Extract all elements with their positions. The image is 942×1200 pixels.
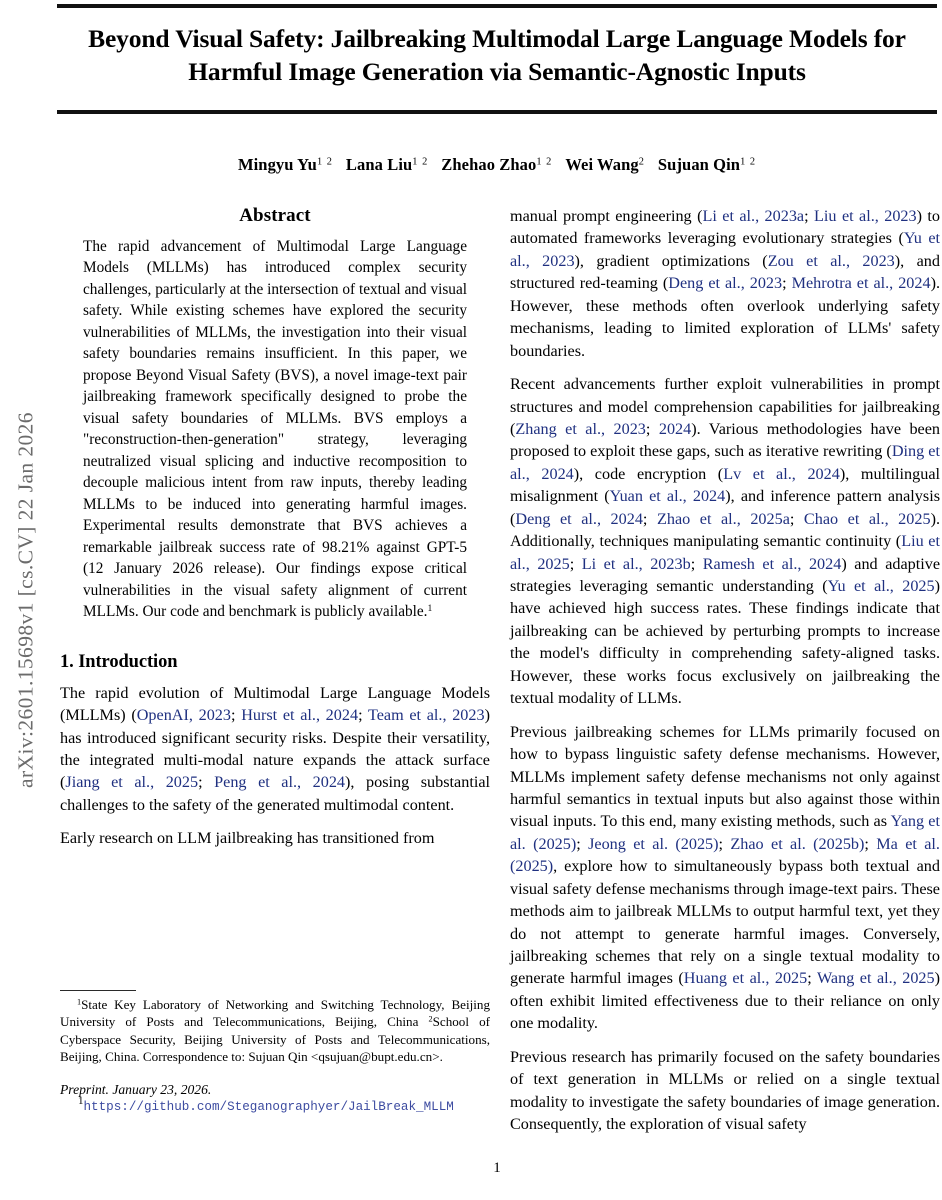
text-run: ), and inference pattern analysis (	[510, 487, 940, 528]
text-run: ). However, these methods often overlook underlying safety mechanisms, leading to limited exploration of LLMs' safety boundaries.	[510, 274, 941, 360]
text-run: ;	[789, 509, 804, 528]
text-run: ;	[358, 706, 368, 725]
title-separator-rule	[57, 110, 937, 114]
citation-link[interactable]: Zhang et al., 2023	[515, 419, 646, 438]
citation-link[interactable]: Liu et al., 2023	[814, 207, 917, 225]
abstract-text	[83, 236, 467, 623]
citation-link[interactable]: Liu et al., 2025	[510, 532, 940, 573]
author-entry	[441, 155, 552, 174]
text-run: ) and adaptive strategies leveraging semantic understanding (	[510, 554, 941, 595]
text-run: ), code encryption (	[573, 464, 724, 483]
author-affiliation-marks: 1 2	[536, 156, 553, 168]
author-affiliation-marks: 2	[638, 156, 645, 168]
title-block	[74, 22, 920, 88]
citation-link[interactable]: Li et al., 2023a	[702, 207, 805, 225]
text-run: ) has introduced significant security risks. Despite their versatility, the integrated multi-modal nature expands the attack surface (	[60, 706, 490, 792]
text-run: ). Various methodologies have been proposed to exploit these gaps, such as iterative rewriting (	[510, 419, 941, 461]
text-run: manual prompt engineering (	[510, 207, 703, 225]
footnote-marker-2: 2	[428, 1015, 433, 1025]
text-run: ) to automated frameworks leveraging evolutionary strategies (	[510, 207, 941, 248]
text-run: ;	[231, 706, 242, 725]
text-run: ;	[690, 554, 703, 573]
author-name: Wei Wang	[565, 155, 639, 174]
citation-link[interactable]: Ramesh et al., 2024	[702, 554, 842, 573]
top-rule	[57, 4, 937, 8]
intro-paragraph-2: Early research on LLM jailbreaking has transitioned from	[60, 829, 435, 848]
text-run: School of Cyberspace Security, Beijing University of Posts and Telecommunications, Beijing, China. Correspondence to: Sujuan Qin <qsujuan@bupt.edu.cn>.	[60, 1014, 490, 1065]
right-paragraph-1	[510, 205, 940, 362]
abstract-footnote-marker: 1	[427, 603, 433, 615]
citation-link[interactable]: Jeong et al. (2025)	[588, 834, 719, 853]
citation-link[interactable]: Zou et al., 2023	[767, 251, 895, 270]
author-affiliation-marks: 1 2	[740, 156, 757, 168]
footnote-separator-rule	[60, 990, 136, 991]
preprint-notice: Preprint. January 23, 2026.	[60, 1081, 212, 1097]
intro-paragraph-1	[60, 682, 490, 817]
footnote-affiliations	[60, 996, 490, 1066]
author-name: Sujuan Qin	[657, 155, 741, 174]
right-paragraph-2	[510, 373, 940, 710]
abstract-heading: Abstract	[239, 205, 311, 226]
citation-link[interactable]: Wang et al., 2025	[816, 969, 935, 988]
author-entry	[565, 155, 645, 174]
text-run: ;	[569, 554, 582, 573]
author-entry	[658, 155, 756, 174]
citation-link[interactable]: Yu et al., 2025	[827, 577, 935, 595]
text-run: ), multilingual misalignment (	[510, 464, 941, 506]
text-run: ), and structured red-teaming (	[510, 251, 940, 293]
citation-link[interactable]: Peng et al., 2024	[214, 773, 346, 792]
citation-link[interactable]: Deng et al., 2024	[515, 509, 643, 528]
right-paragraph-3	[510, 721, 940, 1035]
arxiv-stamp	[0, 0, 52, 1200]
text-run: ). Additionally, techniques manipulating semantic continuity (	[510, 509, 940, 551]
text-run: , explore how to simultaneously bypass both textual and visual safety defense mechanisms through image-text pairs. These methods aim to jailbreak MLLMs to output harmful text, yet they do not attempt to generate harmful images. Conversely, jailbreaking schemes that rely on a single textual modality to generate harmful images (	[510, 857, 940, 988]
author-name: Lana Liu	[345, 155, 413, 174]
citation-link[interactable]: Yuan et al., 2024	[609, 487, 726, 506]
author-affiliation-marks: 1 2	[316, 156, 333, 168]
text-run: ), gradient optimizations (	[574, 251, 768, 270]
text-run: ;	[864, 834, 877, 853]
citation-link[interactable]: Zhao et al. (2025b)	[730, 834, 865, 853]
text-run: ;	[642, 509, 657, 528]
text-run: State Key Laboratory of Networking and Switching Technology, Beijing University of Posts and Telecommunications, Beijing, China	[60, 997, 490, 1030]
section-heading-introduction: 1. Introduction	[60, 651, 178, 672]
text-run: https://github.com/Steganographyer/JailBreak_MLLM	[83, 1099, 454, 1114]
text-run: ) have achieved high success rates. These findings indicate that jailbreaking can be achieved by perturbing prompts to increase the model's difficulty in comprehending safety-aligned tasks. However, these works focus exclusively on jailbreaking the textual modality of LLMs.	[510, 577, 940, 708]
author-affiliation-marks: 1 2	[412, 156, 429, 168]
text-run: ;	[576, 834, 589, 853]
text-run: ;	[782, 274, 792, 293]
text-run: ;	[198, 773, 215, 792]
citation-link[interactable]: Yu et al., 2023	[510, 229, 941, 270]
author-name: Zhehao Zhao	[441, 155, 537, 174]
text-run: Recent advancements further exploit vulnerabilities in prompt structures and model comprehension capabilities for jailbreaking (	[510, 375, 940, 438]
text-run: ;	[804, 207, 815, 225]
footnote-marker-1: 1	[77, 997, 82, 1007]
citation-link[interactable]: OpenAI, 2023	[136, 706, 231, 725]
citation-link[interactable]: Lv et al., 2024	[723, 464, 840, 483]
page-number: 1	[493, 1160, 501, 1176]
text-run: ;	[645, 419, 659, 438]
footnote-block	[60, 990, 490, 1115]
right-column	[510, 205, 940, 1136]
citation-link[interactable]: Chao et al., 2025	[803, 509, 931, 528]
text-run: ;	[718, 834, 731, 853]
repository-url-link[interactable]	[60, 1094, 490, 1115]
text-run: ), posing substantial challenges to the safety of the generated multimodal content.	[60, 773, 490, 814]
citation-link[interactable]: Deng et al., 2023	[668, 274, 783, 293]
citation-link[interactable]: Team et al., 2023	[367, 706, 485, 725]
citation-link[interactable]: Yang et al. (2025)	[510, 812, 940, 853]
citation-link[interactable]: Li et al., 2023b	[581, 554, 691, 573]
text-run: ) often exhibit limited effectiveness due to their reliance on only one modality.	[510, 969, 940, 1033]
citation-link[interactable]: 2024	[658, 419, 692, 438]
citation-link[interactable]: Ding et al., 2024	[510, 442, 940, 483]
text-run: ;	[807, 969, 817, 988]
author-name: Mingyu Yu	[237, 155, 317, 174]
page-title: Beyond Visual Safety: Jailbreaking Multimodal Large Language Models for Harmful Image Generation via Semantic-Agnostic Inputs	[88, 24, 906, 87]
citation-link[interactable]: Hurst et al., 2024	[241, 706, 359, 725]
text-run: Previous jailbreaking schemes for LLMs primarily focused on how to bypass linguistic safety defense mechanisms. However, MLLMs implement safety defense mechanisms not only against harmful semantics in textual inputs but also against those within visual inputs. To this end, many existing methods, such as	[510, 722, 940, 831]
text-run: The rapid evolution of Multimodal Large Language Models (MLLMs) (	[60, 683, 490, 725]
citation-link[interactable]: Zhao et al., 2025a	[656, 509, 790, 528]
citation-link[interactable]: Mehrotra et al., 2024	[791, 274, 931, 293]
abstract-paragraph: The rapid advancement of Multimodal Large Language Models (MLLMs) has introduced complex security challenges, particularly at the intersection of textual and visual safety. While existing schemes have explored the security vulnerabilities of MLLMs, the investigation into their visual safety boundaries remains insufficient. In this paper, we propose Beyond Visual Safety (BVS), a novel image-text pair jailbreaking framework specifically designed to probe the visual safety boundaries of MLLMs. BVS employs a "reconstruction-then-generation" strategy, leveraging neutralized visual splicing and inductive recomposition to decouple malicious intent from raw inputs, thereby leading MLLMs to be induced into generating harmful images. Experimental results demonstrate that BVS achieves a remarkable jailbreak success rate of 98.21% against GPT-5 (12 January 2026 release). Our findings expose critical vulnerabilities in the visual safety alignment of current MLLMs. Our code and benchmark is publicly available.	[83, 238, 467, 621]
citation-link[interactable]: Huang et al., 2025	[683, 969, 808, 988]
arxiv-stamp-text: arXiv:2601.15698v1 [cs.CV] 22 Jan 2026	[13, 412, 38, 788]
left-column	[60, 205, 490, 850]
author-entry	[238, 155, 333, 174]
right-paragraph-4: Previous research has primarily focused on the safety boundaries of text generation in MLLMs or relied on a single textual modality to investigate the safety boundaries of image generation. Consequently, the exploration of visual safety	[510, 1047, 940, 1134]
footnote-url-marker: 1	[78, 1094, 84, 1107]
author-entry	[346, 155, 428, 174]
citation-link[interactable]: Ma et al. (2025)	[510, 834, 940, 876]
paper-page	[52, 0, 942, 1200]
citation-link[interactable]: Jiang et al., 2025	[65, 773, 199, 792]
author-list	[74, 155, 920, 175]
